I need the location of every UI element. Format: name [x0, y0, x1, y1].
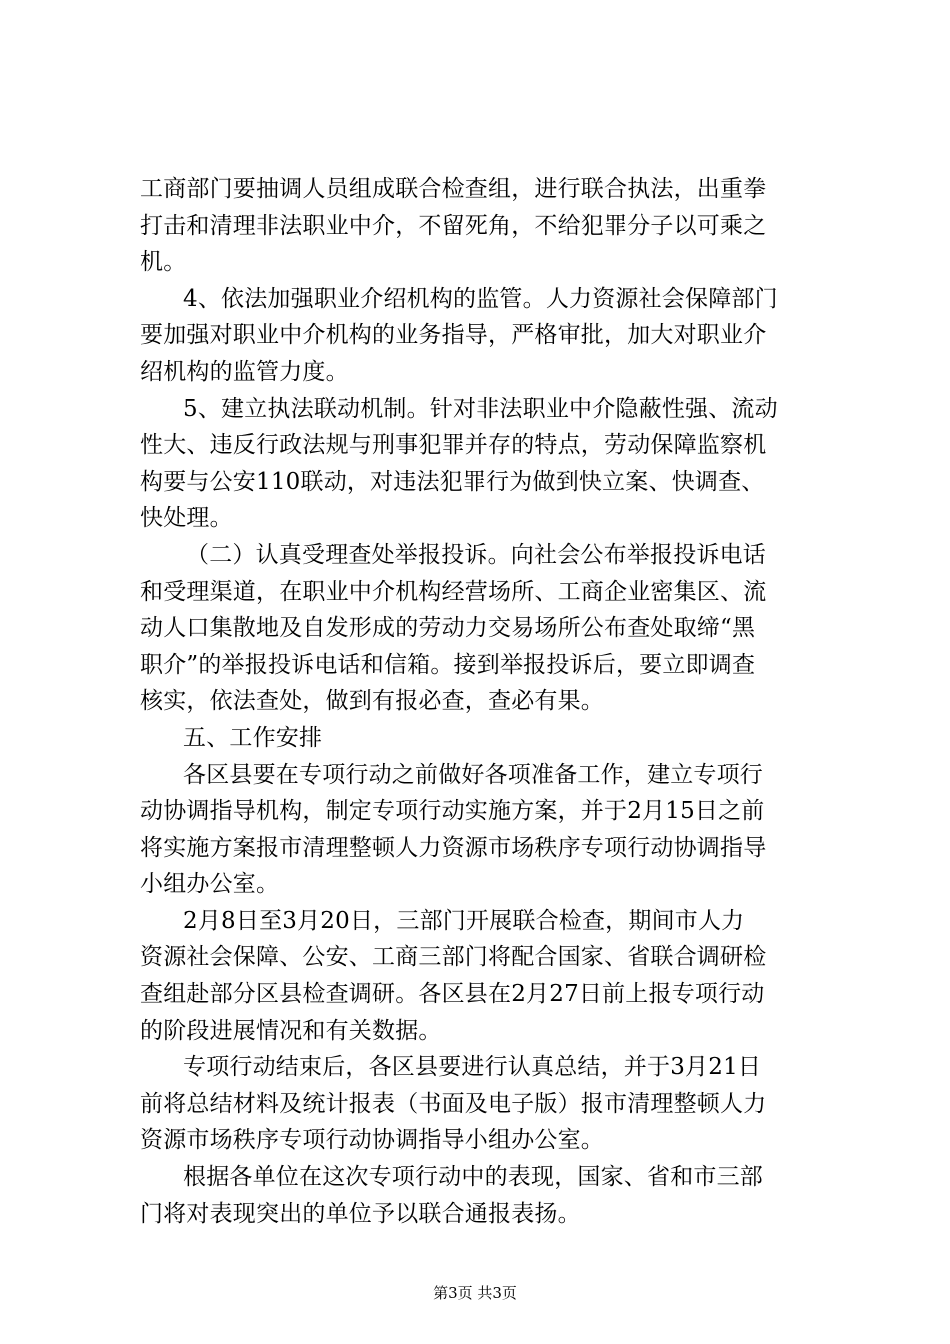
- text-line: 各区县要在专项行动之前做好各项准备工作，建立专项行: [183, 761, 763, 788]
- text-line: 性大、违反行政法规与刑事犯罪并存的特点，劳动保障监察机: [140, 432, 767, 459]
- text-line: 动人口集散地及自发形成的劳动力交易场所公布查处取缔“黑: [140, 615, 756, 642]
- text-line: 核实，依法查处，做到有报必查，查必有果。: [140, 688, 604, 715]
- text-line: 小组办公室。: [140, 871, 280, 898]
- text-line: 前将总结材料及统计报表（书面及电子版）报市清理整顿人力: [140, 1090, 767, 1117]
- section-heading: 五、工作安排: [183, 724, 323, 751]
- text-line: 的阶段进展情况和有关数据。: [140, 1017, 442, 1044]
- text-line: 查组赴部分区县检查调研。各区县在2月27日前上报专项行动: [140, 981, 765, 1008]
- text-line: 要加强对职业中介机构的业务指导，严格审批，加大对职业介: [140, 322, 767, 349]
- text-line: 4、依法加强职业介绍机构的监管。人力资源社会保障部门: [183, 285, 778, 312]
- text-line: 资源社会保障、公安、工商三部门将配合国家、省联合调研检: [140, 944, 767, 971]
- text-line: 快处理。: [140, 505, 233, 532]
- text-line: 机。: [140, 249, 187, 276]
- text-line: 构要与公安110联动，对违法犯罪行为做到快立案、快调查、: [140, 468, 765, 495]
- text-line: 工商部门要抽调人员组成联合检查组，进行联合执法，出重拳: [140, 176, 767, 202]
- page-number-footer: 第3页 共3页: [433, 1284, 517, 1302]
- text-line: 2月8日至3月20日，三部门开展联合检查，期间市人力: [183, 907, 745, 934]
- text-line: 职介”的举报投诉电话和信箱。接到举报投诉后，要立即调查: [140, 651, 756, 678]
- text-line: 将实施方案报市清理整顿人力资源市场秩序专项行动协调指导: [140, 834, 767, 861]
- text-line: 资源市场秩序专项行动协调指导小组办公室。: [140, 1127, 604, 1154]
- text-line: 动协调指导机构，制定专项行动实施方案，并于2月15日之前: [140, 798, 765, 825]
- text-line: 打击和清理非法职业中介，不留死角，不给犯罪分子以可乘之: [140, 212, 767, 239]
- document-body: [140, 171, 830, 1232]
- text-line: （二）认真受理查处举报投诉。向社会公布举报投诉电话: [186, 541, 766, 568]
- text-line: 和受理渠道，在职业中介机构经营场所、工商企业密集区、流: [140, 578, 767, 605]
- text-line: 根据各单位在这次专项行动中的表现，国家、省和市三部: [183, 1164, 763, 1191]
- text-line: 门将对表现突出的单位予以联合通报表扬。: [140, 1200, 581, 1227]
- text-line: 5、建立执法联动机制。针对非法职业中介隐蔽性强、流动: [183, 395, 778, 422]
- text-line: 专项行动结束后，各区县要进行认真总结，并于3月21日: [183, 1054, 762, 1081]
- text-line: 绍机构的监管力度。: [140, 358, 349, 385]
